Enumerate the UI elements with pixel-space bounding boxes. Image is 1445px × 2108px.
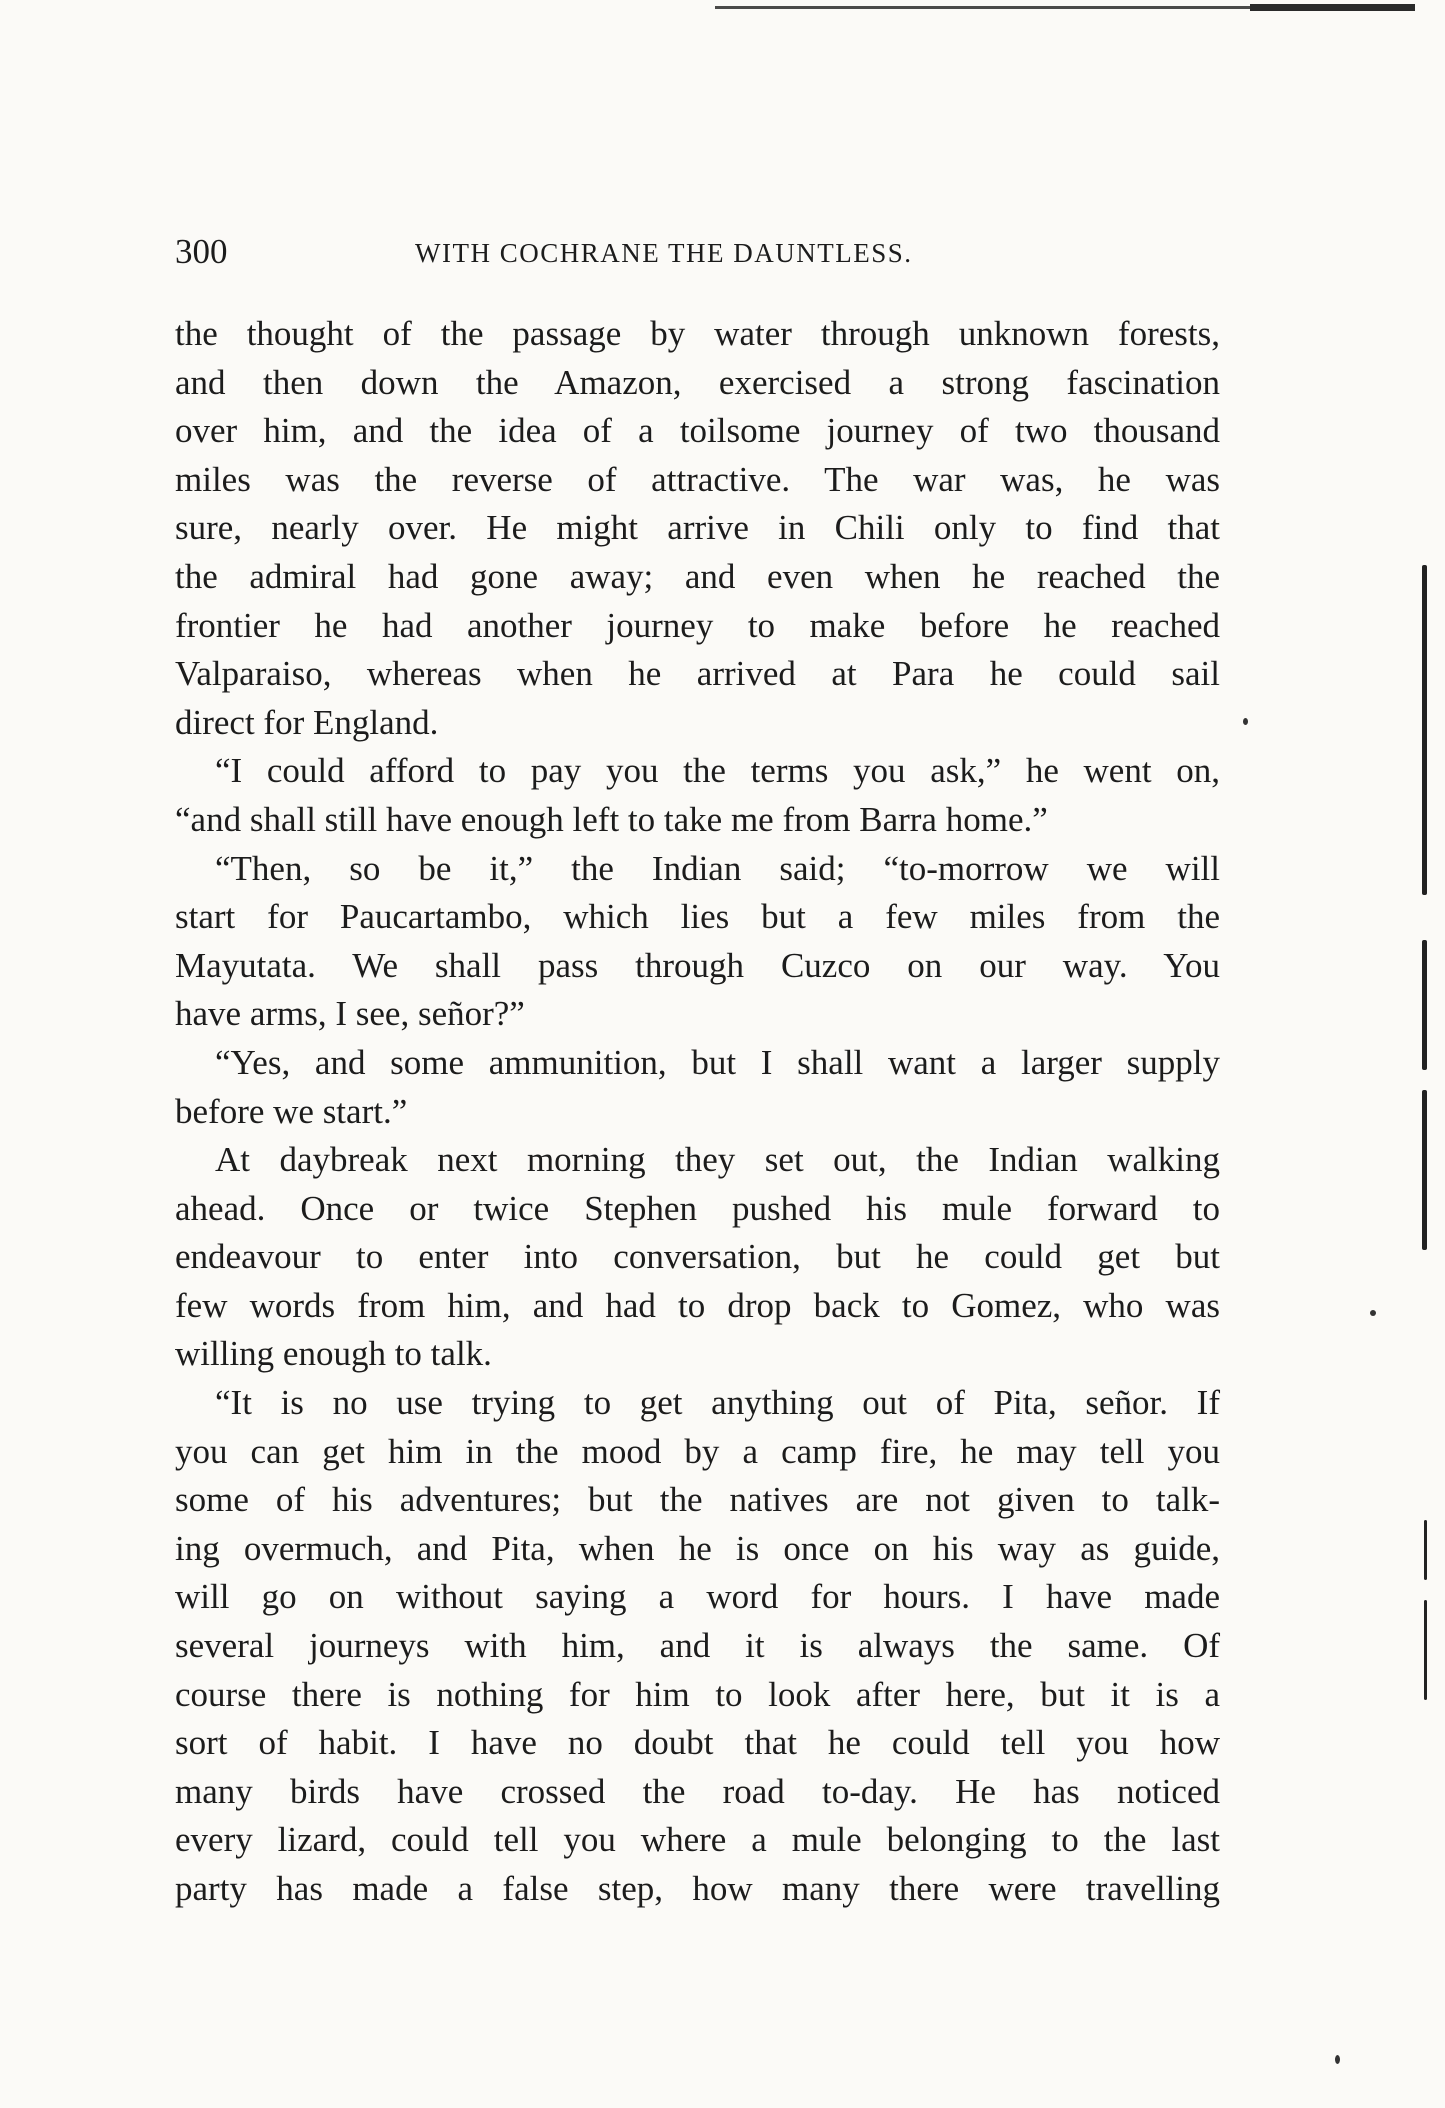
page-edge-mark — [1424, 1520, 1427, 1580]
text-line: ing overmuch, and Pita, when he is once on his way as guide, — [175, 1528, 1220, 1568]
page-edge-mark — [1424, 1600, 1427, 1700]
text-line: direct for England. — [175, 702, 439, 742]
page-edge-mark — [1422, 565, 1427, 895]
text-line: endeavour to enter into conversation, but he could get but — [175, 1237, 1220, 1277]
text-line: some of his adventures; but the natives are not given to talk- — [175, 1480, 1220, 1520]
text-line: start for Paucartambo, which lies but a few miles from the — [175, 897, 1220, 937]
text-line: before we start.” — [175, 1091, 408, 1131]
page-header — [175, 232, 1225, 282]
text-line: several journeys with him, and it is always the same. Of — [175, 1626, 1220, 1666]
text-line: over him, and the idea of a toilsome journey of two thousand — [175, 411, 1220, 451]
text-line: “I could afford to pay you the terms you ask,” he went on, — [215, 751, 1220, 791]
text-line: will go on without saying a word for hours. I have made — [175, 1577, 1220, 1617]
text-line: the admiral had gone away; and even when he reached the — [175, 556, 1220, 596]
page-edge-mark — [1422, 1090, 1427, 1250]
text-line: “Then, so be it,” the Indian said; “to-morrow we will — [215, 848, 1220, 888]
body-text — [175, 310, 1220, 1914]
text-line: miles was the reverse of attractive. The war was, he was — [175, 459, 1220, 499]
text-line: and then down the Amazon, exercised a strong fascination — [175, 362, 1220, 402]
text-line: party has made a false step, how many there were travelling — [175, 1869, 1220, 1908]
running-title: WITH COCHRANE THE DAUNTLESS. — [415, 238, 913, 268]
text-line: “It is no use trying to get anything out of Pita, señor. If — [215, 1383, 1220, 1423]
text-line: frontier he had another journey to make before he reached — [175, 605, 1220, 645]
text-line: At daybreak next morning they set out, the Indian walking — [215, 1140, 1220, 1180]
text-line: ahead. Once or twice Stephen pushed his mule forward to — [175, 1188, 1220, 1228]
text-line: Mayutata. We shall pass through Cuzco on our way. You — [175, 945, 1220, 985]
page-edge-mark — [1422, 940, 1427, 1070]
text-line: every lizard, could tell you where a mule belonging to the last — [175, 1820, 1220, 1860]
text-line: “Yes, and some ammunition, but I shall want a larger supply — [215, 1042, 1220, 1082]
text-line: sure, nearly over. He might arrive in Chili only to find that — [175, 508, 1220, 548]
top-edge-rule-thick — [1250, 4, 1415, 11]
text-line: few words from him, and had to drop back to Gomez, who was — [175, 1285, 1220, 1325]
ink-speck — [1370, 1310, 1376, 1316]
text-line: sort of habit. I have no doubt that he could tell you how — [175, 1723, 1220, 1763]
ink-speck — [1335, 2055, 1340, 2064]
page-number: 300 — [175, 232, 228, 271]
text-line: have arms, I see, señor?” — [175, 994, 525, 1034]
text-line: “and shall still have enough left to take me from Barra home.” — [175, 799, 1048, 839]
text-line: course there is nothing for him to look after here, but it is a — [175, 1674, 1220, 1714]
text-line: willing enough to talk. — [175, 1334, 492, 1374]
text-line: the thought of the passage by water through unknown forests, — [175, 314, 1220, 353]
text-line: Valparaiso, whereas when he arrived at Para he could sail — [175, 654, 1220, 694]
ink-speck — [1243, 718, 1248, 725]
text-line: many birds have crossed the road to-day. He has noticed — [175, 1771, 1220, 1811]
text-line: you can get him in the mood by a camp fire, he may tell you — [175, 1431, 1220, 1471]
